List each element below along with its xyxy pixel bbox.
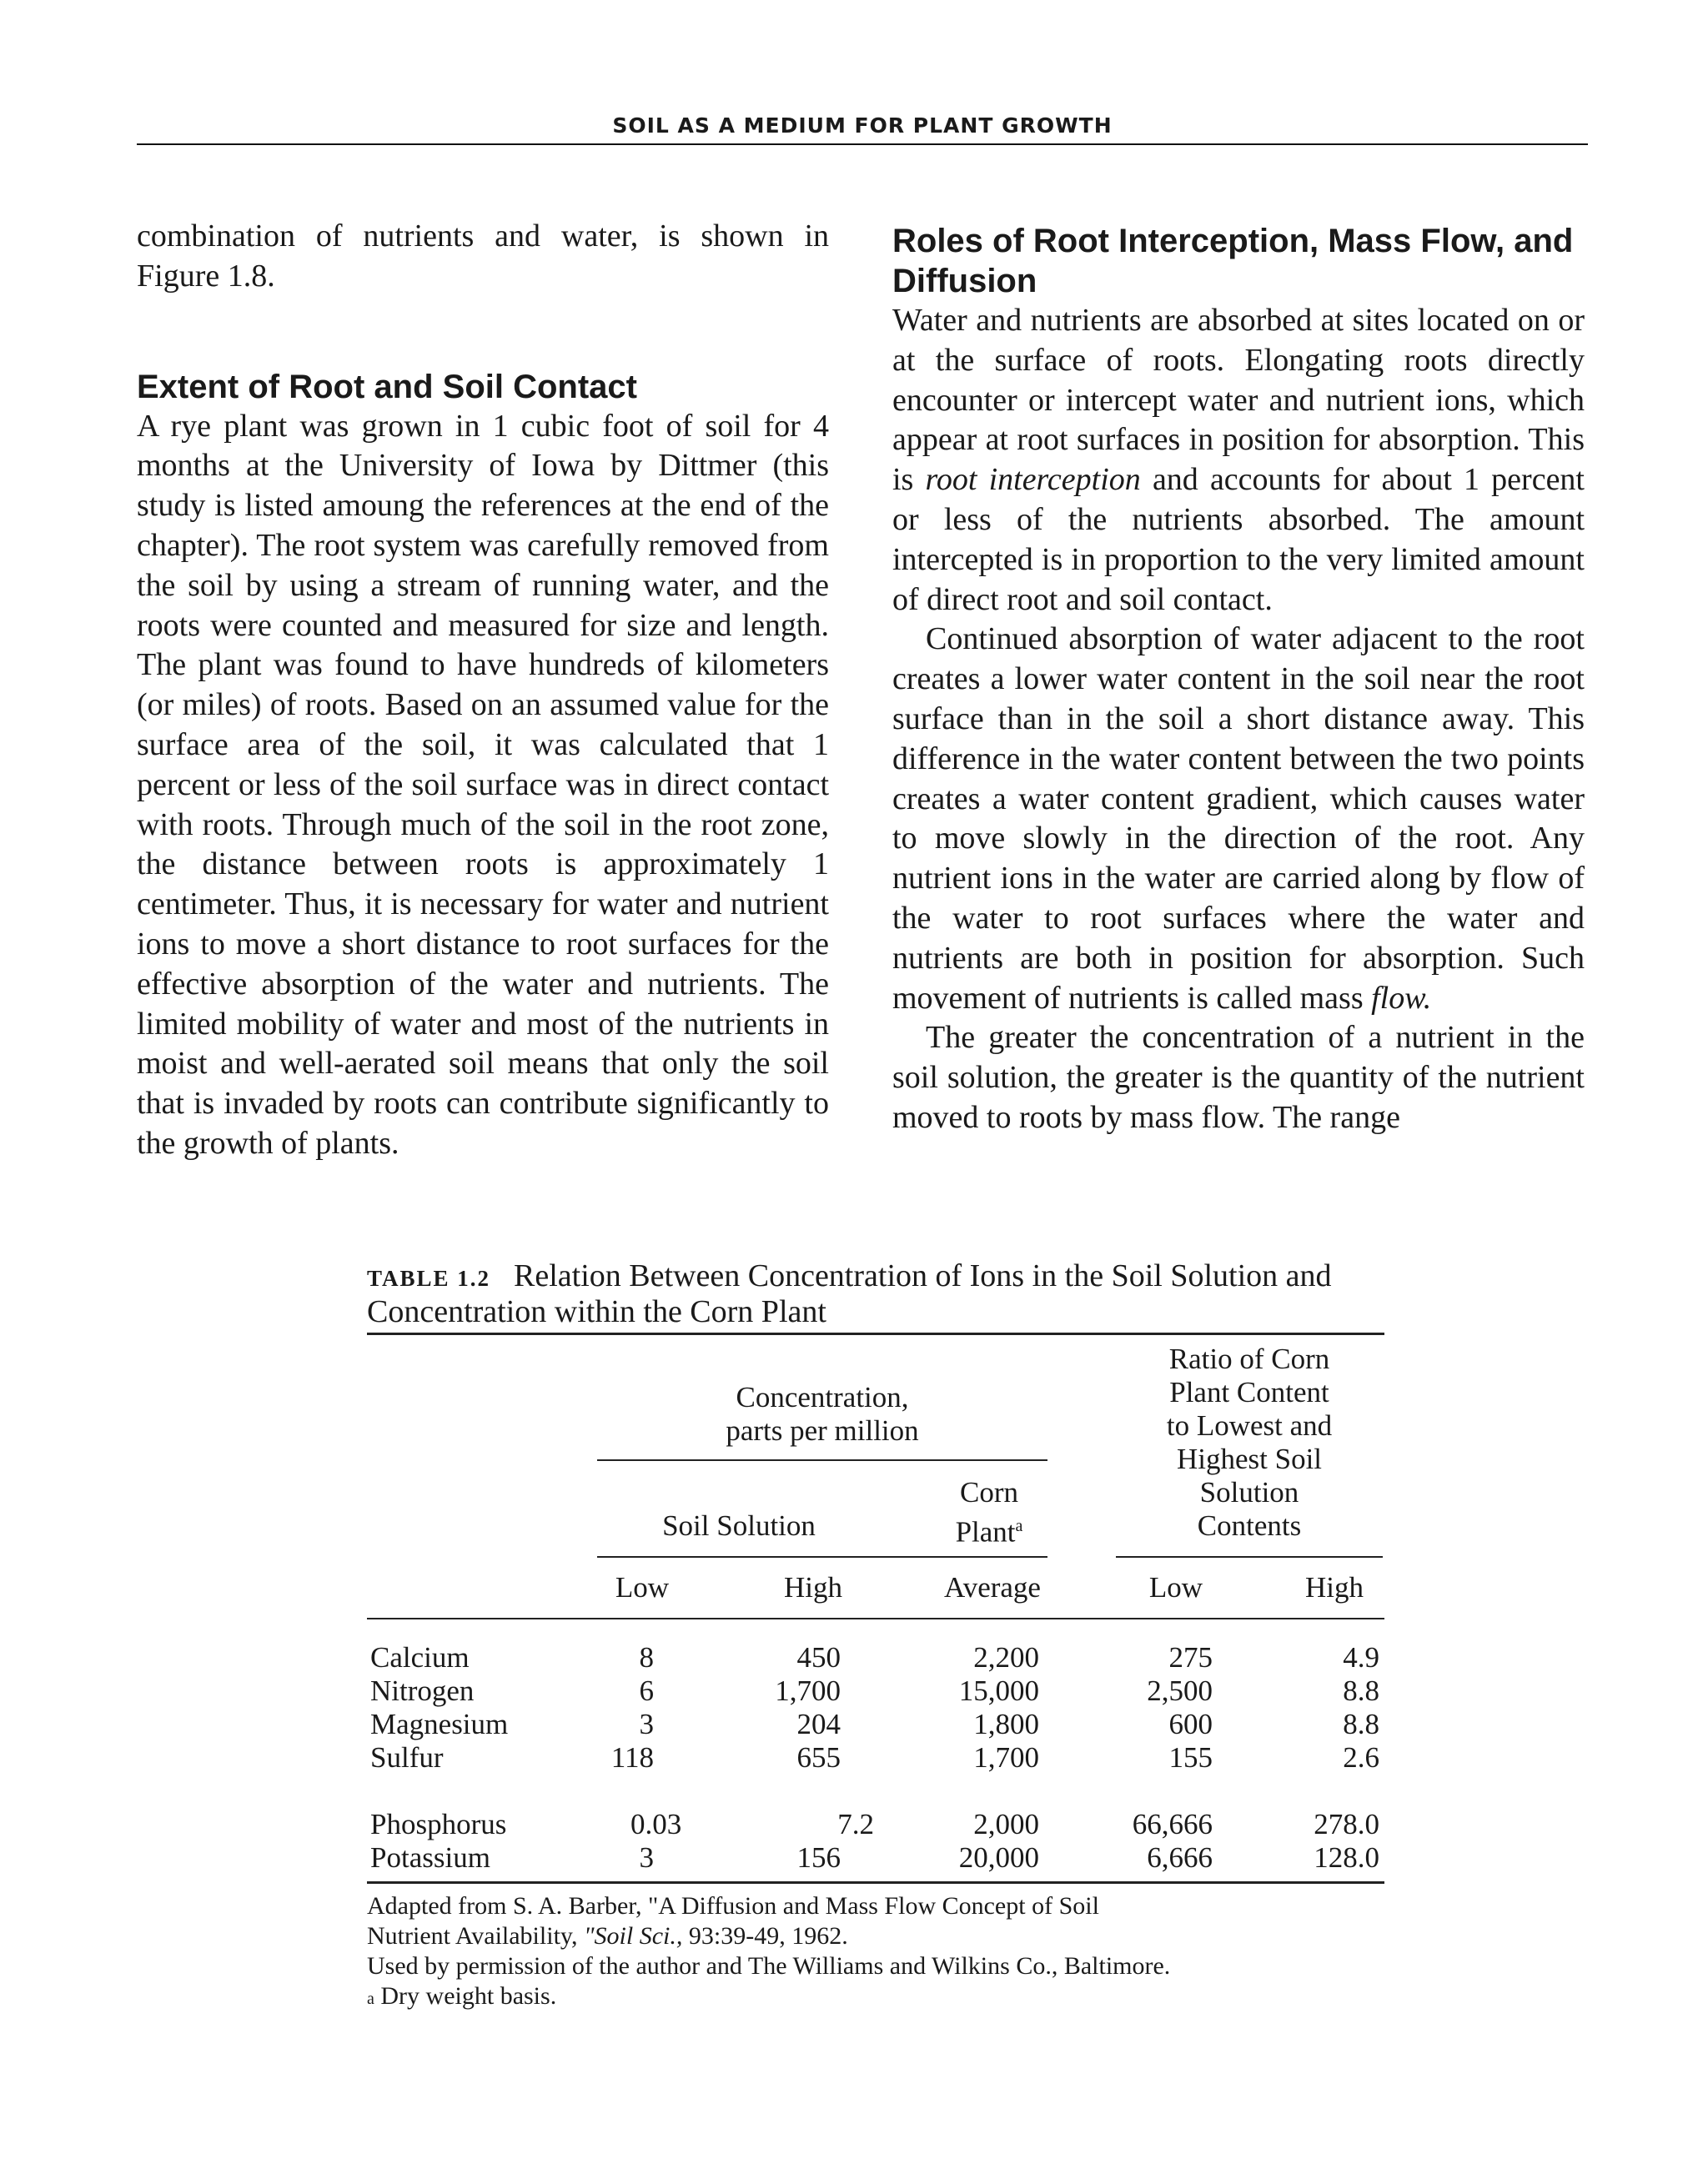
cell-average: 1,800 [973, 1708, 1039, 1740]
table-label: TABLE 1.2 [367, 1266, 491, 1291]
section-heading-interception-flow-diffusion: Roles of Root Interception, Mass Flow, and Diffusion [892, 223, 1574, 299]
subheader-rule-right [1116, 1556, 1383, 1558]
cell-high: 7.2 [837, 1808, 874, 1840]
cell-ratio-high: 278.0 [1314, 1808, 1379, 1840]
cell-high: 204 [796, 1708, 841, 1740]
col-header-ratio-low: Low [1148, 1571, 1203, 1604]
cell-ratio-low: 2,500 [1147, 1674, 1213, 1707]
cell-high: 1,700 [775, 1674, 841, 1707]
cell-ratio-high: 8.8 [1343, 1674, 1379, 1707]
ratio-header-line4: Highest Soil [1176, 1443, 1323, 1475]
concentration-header-line2: parts per million [726, 1414, 919, 1447]
cell-average: 15,000 [958, 1674, 1039, 1707]
row-name: Potassium [370, 1841, 490, 1874]
cell-ratio-high: 8.8 [1343, 1708, 1379, 1740]
ratio-header-line5: Solution [1199, 1476, 1299, 1509]
source-line-2: Nutrient Availability, "Soil Sci., 93:39-49, 1962. [367, 1922, 848, 1950]
cell-low: 3 [639, 1841, 654, 1874]
cell-high: 156 [796, 1841, 841, 1874]
ratio-header-line3: to Lowest and [1166, 1409, 1333, 1442]
cell-average: 2,200 [973, 1641, 1039, 1674]
right-column [892, 221, 1585, 1138]
cell-average: 20,000 [958, 1841, 1039, 1874]
header-bottom-rule [367, 1618, 1384, 1619]
ratio-header-line2: Plant Content [1169, 1376, 1329, 1408]
cell-ratio-low: 275 [1168, 1641, 1213, 1674]
cell-average: 2,000 [973, 1808, 1039, 1840]
soil-solution-header: Soil Solution [662, 1509, 816, 1542]
row-name: Phosphorus [370, 1808, 507, 1840]
row-name: Magnesium [370, 1708, 509, 1740]
concentration-header-line1: Concentration, [736, 1381, 909, 1413]
running-header: SOIL AS A MEDIUM FOR PLANT GROWTH [612, 113, 1113, 138]
cell-ratio-high: 2.6 [1343, 1741, 1379, 1774]
right-paragraph-3: The greater the concentration of a nutrient in the soil solution, the greater is the quantity of the nutrient moved to roots by mass flow. The range [892, 1020, 1585, 1135]
cell-low: 0.03 [630, 1808, 682, 1840]
header-rule [137, 143, 1588, 145]
cell-ratio-high: 4.9 [1343, 1641, 1379, 1674]
ratio-header-line1: Ratio of Corn [1168, 1343, 1330, 1375]
table-caption [367, 1259, 1384, 1328]
left-column [137, 217, 829, 1164]
concentration-rule [597, 1459, 1047, 1461]
col-header-high: High [784, 1571, 842, 1604]
ratio-header-line6: Contents [1197, 1509, 1302, 1542]
section-heading-root-soil-contact: Extent of Root and Soil Contact [137, 368, 637, 405]
table-top-rule [367, 1333, 1384, 1335]
cell-low: 8 [639, 1641, 654, 1674]
cell-ratio-high: 128.0 [1314, 1841, 1379, 1874]
corn-header-line2: Plant$^a$ [955, 1515, 1023, 1549]
col-header-average: Average [944, 1571, 1041, 1604]
cell-high: 450 [796, 1641, 841, 1674]
cell-ratio-low: 600 [1168, 1708, 1213, 1740]
table-source-note [367, 1891, 1451, 2014]
table-title: Relation Between Concentration of Ions in the Soil Solution and Concentration within the Corn Plant [367, 1258, 1332, 1329]
left-paragraph-1: combination of nutrients and water, is shown in Figure 1.8. [137, 218, 829, 294]
col-header-low: Low [615, 1571, 670, 1604]
col-header-ratio-high: High [1305, 1571, 1364, 1604]
subheader-rule-left [597, 1556, 1047, 1558]
cell-average: 1,700 [973, 1741, 1039, 1774]
cell-ratio-low: 155 [1168, 1741, 1213, 1774]
right-paragraph-1: Water and nutrients are absorbed at sites located on or at the surface of roots. Elongating roots directly encounter or intercept water and nutrient ions, which appear at root surfaces in position for absorption. This is root interception and accounts for about 1 percent or less of the nutrients absorbed. The amount intercepted is in proportion to the very limited amount of direct root and soil contact. [892, 303, 1585, 617]
footnote-a: a Dry weight basis. [367, 1982, 557, 2010]
cell-low: 3 [639, 1708, 654, 1740]
cell-ratio-low: 6,666 [1147, 1841, 1213, 1874]
cell-high: 655 [796, 1741, 841, 1774]
corn-header-line1: Corn [960, 1476, 1018, 1509]
cell-low: 118 [610, 1741, 654, 1774]
row-name: Calcium [370, 1641, 470, 1674]
cell-low: 6 [639, 1674, 654, 1707]
source-line-3: Used by permission of the author and The Williams and Wilkins Co., Baltimore. [367, 1952, 1171, 1980]
row-name: Sulfur [370, 1741, 444, 1774]
source-line-1: Adapted from S. A. Barber, "A Diffusion and Mass Flow Concept of Soil [367, 1892, 1099, 1920]
row-name: Nitrogen [370, 1674, 475, 1707]
left-paragraph-2: A rye plant was grown in 1 cubic foot of soil for 4 months at the University of Iowa by Dittmer (this study is listed amoung the references at the end of the chapter). The root system was carefully removed from the soil by using a stream of running water, and the roots were counted and measured for size and length. The plant was found to have hundreds of kilometers (or miles) of roots. Based on an assumed value for the surface area of the soil, it was calculated that 1 percent or less of the soil surface was in direct contact with roots. Through much of the soil in the root zone, the distance between roots is approximately 1 centimeter. Thus, it is necessary for water and nutrient ions to move a short distance to root surfaces for the effective absorption of the water and nutrients. The limited mobility of water and most of the nutrients in moist and well-aerated soil means that only the soil that is invaded by roots can contribute significantly to the growth of plants. [137, 408, 829, 1161]
cell-ratio-low: 66,666 [1132, 1808, 1213, 1840]
right-paragraph-2: Continued absorption of water adjacent to the root creates a lower water content in the soil near the root surface than in the soil a short distance away. This difference in the water content between the two points creates a water content gradient, which causes water to move slowly in the direction of the root. Any nutrient ions in the water are carried along by flow of the water to root surfaces where the water and nutrients are both in position for absorption. Such movement of nutrients is called mass flow. [892, 621, 1585, 1016]
table-bottom-rule [367, 1881, 1384, 1884]
